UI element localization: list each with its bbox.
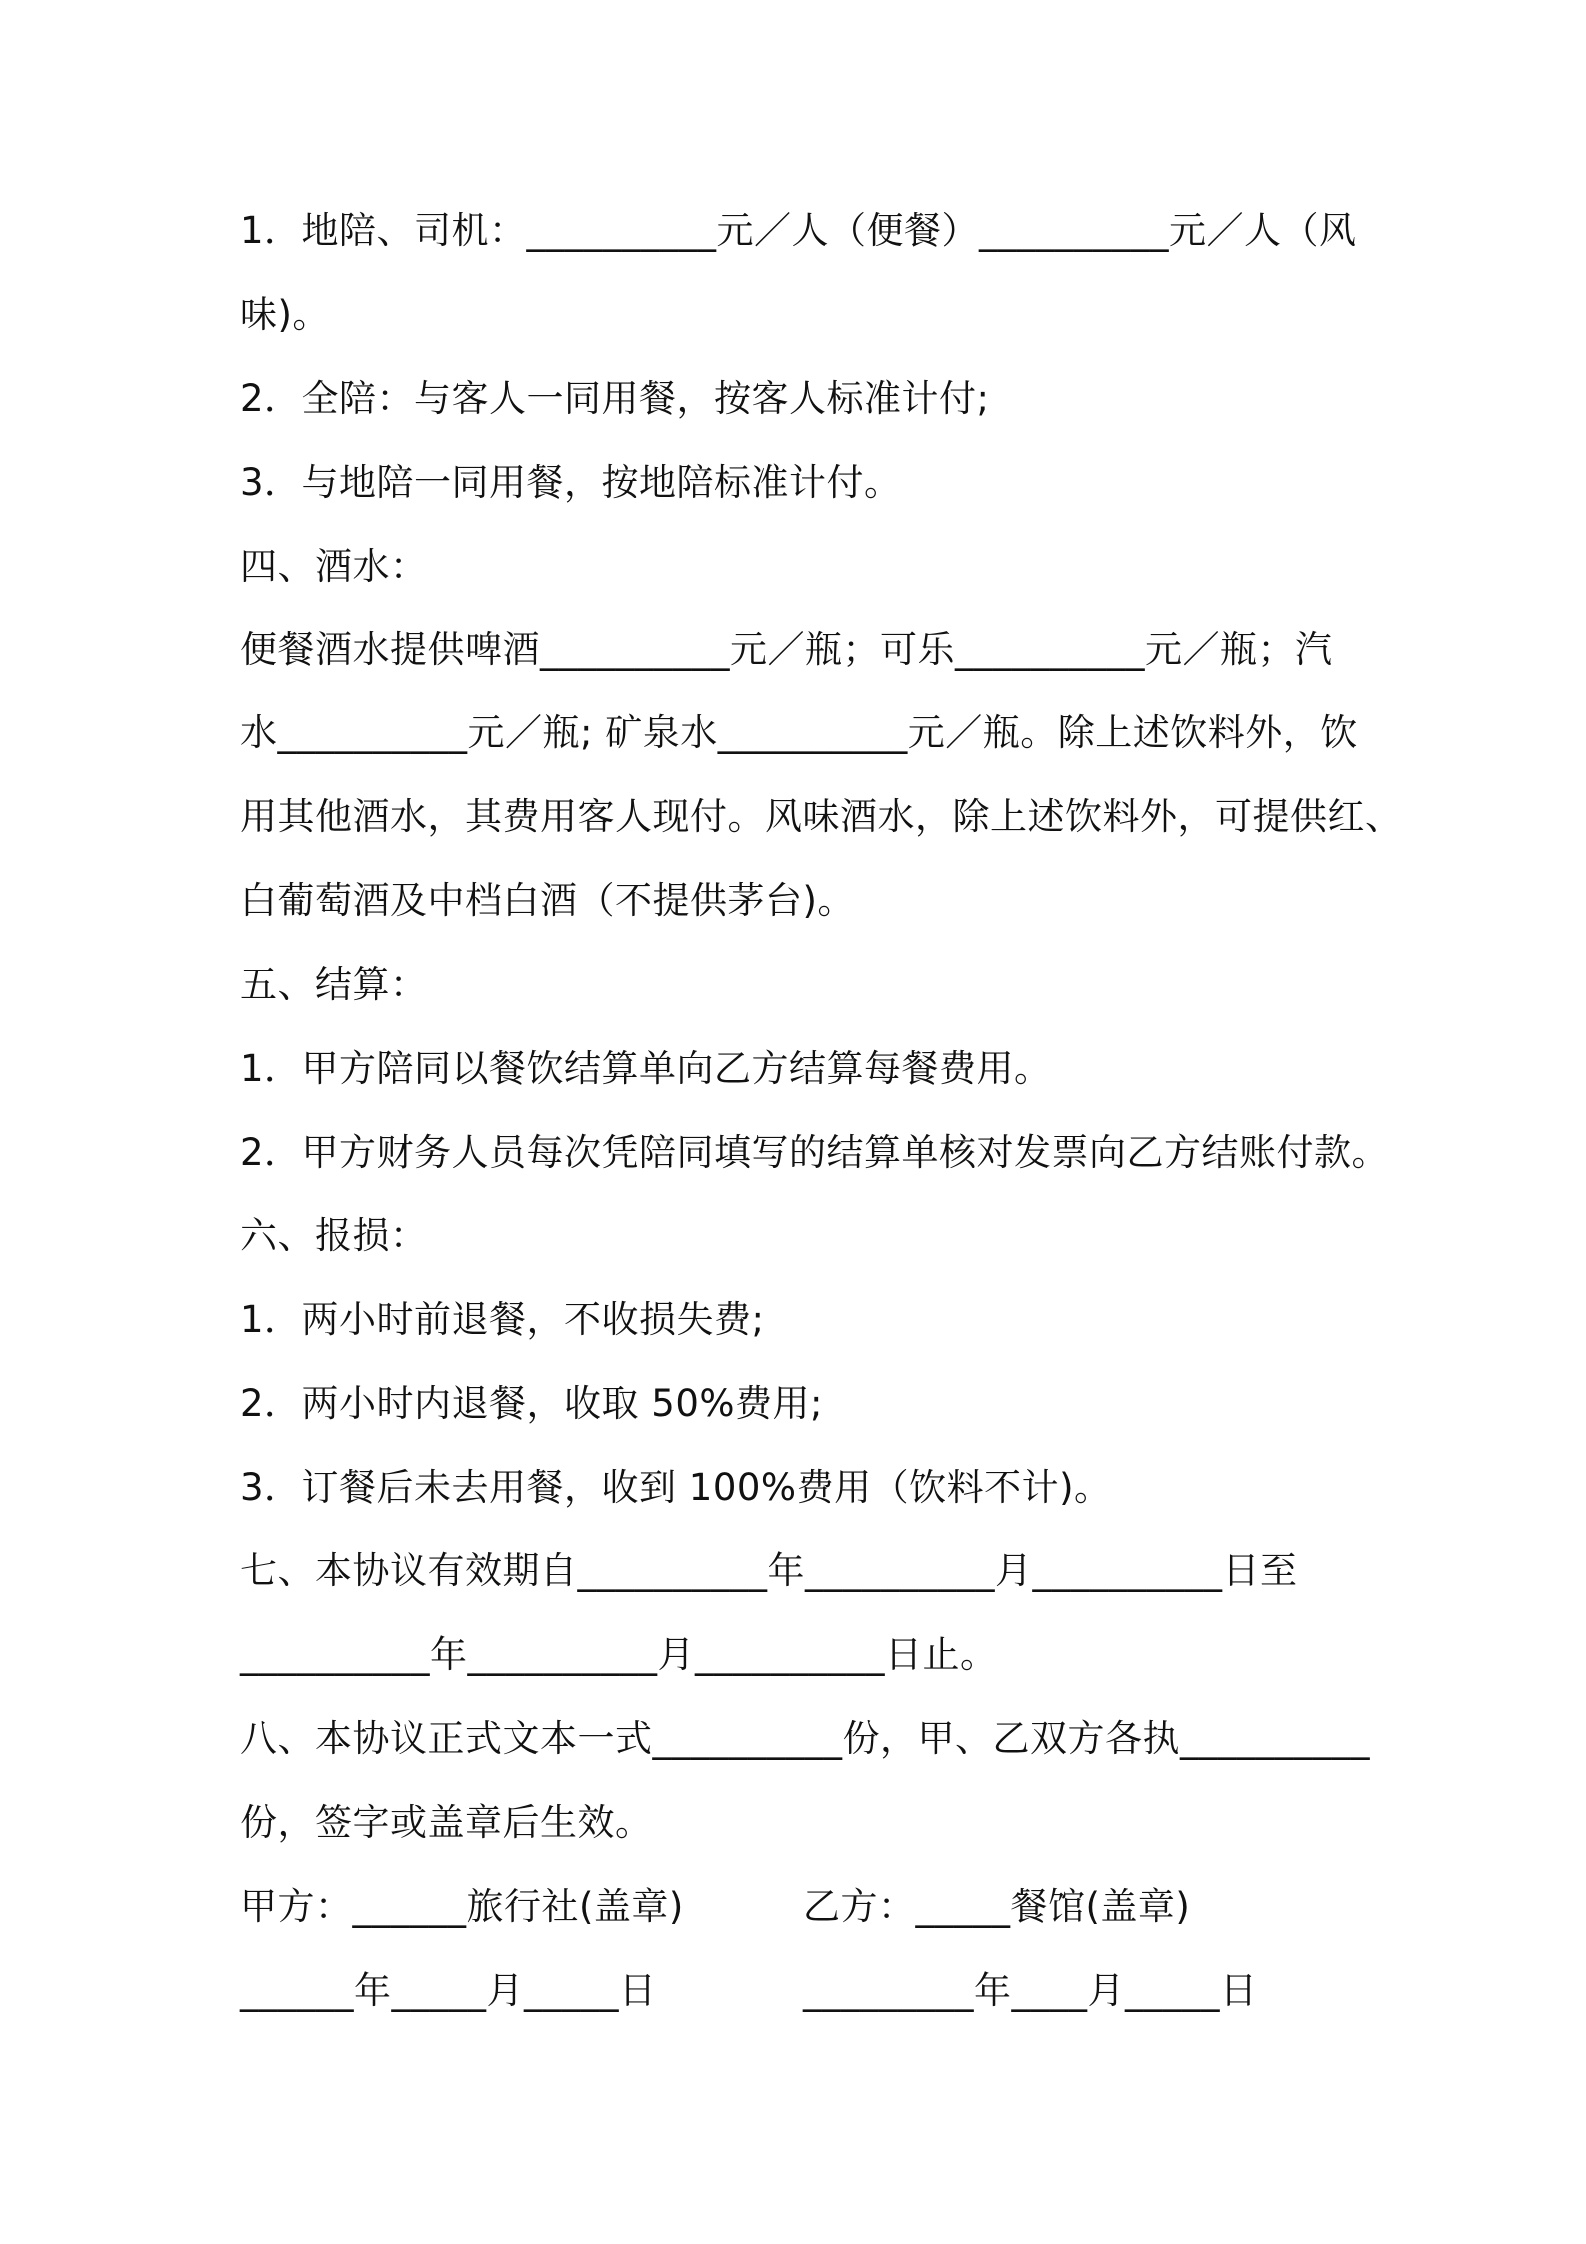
party-a-signature: 甲方：______旅行社(盖章) xyxy=(240,1885,684,1928)
settlement-item-1: 1．甲方陪同以餐饮结算单向乙方结算每餐费用。 xyxy=(240,1047,1052,1090)
loss-item-3: 3．订餐后未去用餐，收到 100%费用（饮料不计)。 xyxy=(240,1466,1112,1509)
party-a-date: ______年_____月_____日 xyxy=(240,1969,657,2012)
drinks-line-1: 便餐酒水提供啤酒__________元／瓶；可乐__________元／瓶；汽 xyxy=(240,628,1333,671)
drinks-line-3: 用其他酒水，其费用客人现付。风味酒水，除上述饮料外，可提供红、 xyxy=(240,795,1403,838)
drinks-line-2: 水__________元／瓶; 矿泉水__________元／瓶。除上述饮料外，饮 xyxy=(240,711,1358,754)
copies-line-1: 八、本协议正式文本一式__________份，甲、乙双方各执__________ xyxy=(240,1717,1370,1760)
validity-line-2: __________年__________月__________日止。 xyxy=(240,1633,998,1676)
clause-meal-line-2: 味)。 xyxy=(240,293,330,336)
section-heading-drinks: 四、酒水： xyxy=(240,545,428,588)
loss-item-1: 1．两小时前退餐，不收损失费; xyxy=(240,1298,765,1341)
clause-meal-line-1: 1．地陪、司机：__________元／人（便餐）__________元／人（风 xyxy=(240,209,1357,252)
copies-line-2: 份，签字或盖章后生效。 xyxy=(240,1801,653,1844)
party-b-date: _________年____月_____日 xyxy=(803,1969,1258,2012)
section-heading-settlement: 五、结算： xyxy=(240,963,428,1006)
drinks-line-4: 白葡萄酒及中档白酒（不提供茅台)。 xyxy=(240,879,855,922)
section-heading-loss: 六、报损： xyxy=(240,1214,428,1257)
validity-line-1: 七、本协议有效期自__________年__________月__________日至 xyxy=(240,1549,1298,1592)
settlement-item-2: 2．甲方财务人员每次凭陪同填写的结算单核对发票向乙方结账付款。 xyxy=(240,1131,1390,1174)
clause-full-guide: 2．全陪：与客人一同用餐，按客人标准计付; xyxy=(240,377,990,420)
clause-local-guide: 3．与地陪一同用餐，按地陪标准计付。 xyxy=(240,461,902,504)
party-b-signature: 乙方：_____餐馆(盖章) xyxy=(803,1885,1191,1928)
loss-item-2: 2．两小时内退餐，收取 50%费用; xyxy=(240,1382,824,1425)
